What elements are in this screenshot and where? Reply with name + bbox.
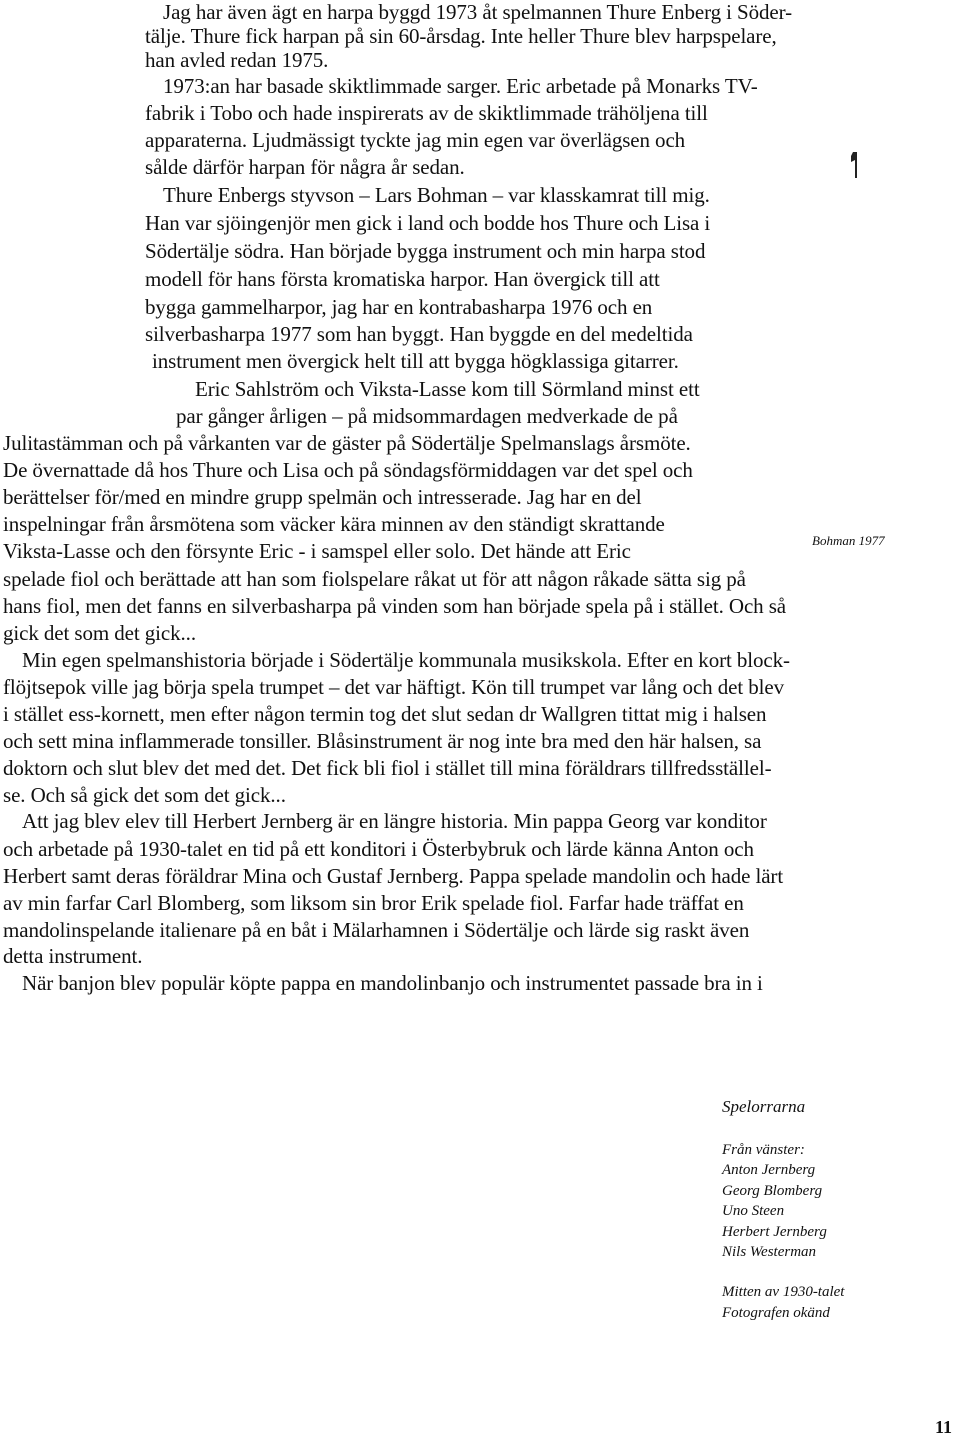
- body-line: instrument men övergick helt till att bygga högklassiga gitarrer.: [152, 349, 679, 373]
- body-line: tälje. Thure fick harpan på sin 60-årsdag. Inte heller Thure blev harpspelare,: [145, 24, 777, 48]
- body-line: 1973:an har basade skiktlimmade sarger. Eric arbetade på Monarks TV-: [163, 74, 758, 98]
- body-line: Att jag blev elev till Herbert Jernberg är en längre historia. Min pappa Georg var konditor: [22, 809, 767, 833]
- body-line: Min egen spelmanshistoria började i Södertälje kommunala musikskola. Efter en kort block-: [22, 648, 790, 672]
- body-line: modell för hans första kromatiska harpor. Han övergick till att: [145, 267, 660, 291]
- body-line: Eric Sahlström och Viksta-Lasse kom till Sörmland minst ett: [195, 377, 700, 401]
- photo-caption-footer: Fotografen okänd: [722, 1305, 830, 1321]
- photo-caption-line: Från vänster:: [722, 1142, 805, 1158]
- body-line: han avled redan 1975.: [145, 48, 329, 72]
- photo-caption-footer: Mitten av 1930-talet: [722, 1284, 845, 1300]
- body-line: doktorn och slut blev det med det. Det fick bli fiol i stället till mina föräldrars tillfredsställel-: [3, 756, 772, 780]
- photo-caption-line: Anton Jernberg: [722, 1162, 816, 1178]
- body-line: Jag har även ägt en harpa byggd 1973 åt spelmannen Thure Enberg i Söder-: [163, 0, 792, 24]
- body-line: Södertälje södra. Han började bygga instrument och min harpa stod: [145, 239, 706, 263]
- body-line: mandolinspelande italienare på en båt i Mälarhamnen i Södertälje och lärde sig raskt även: [3, 918, 750, 942]
- body-line: När banjon blev populär köpte pappa en mandolinbanjo och instrumentet passade bra in i: [22, 971, 763, 995]
- body-line: detta instrument.: [3, 944, 143, 968]
- margin-mark-icon: [850, 150, 860, 180]
- body-line: berättelser för/med en mindre grupp spelmän och intresserade. Jag har en del: [3, 485, 642, 509]
- photo-caption-line: Georg Blomberg: [722, 1183, 823, 1199]
- body-line: sålde därför harpan för några år sedan.: [145, 155, 465, 179]
- body-line: silverbasharpa 1977 som han byggt. Han byggde en del medeltida: [145, 322, 693, 346]
- body-line: fabrik i Tobo och hade inspirerats av de skiktlimmade trähöljena till: [145, 101, 708, 125]
- body-line: inspelningar från årsmötena som väcker kära minnen av den ständigt skrattande: [3, 512, 665, 536]
- body-line: par gånger årligen – på midsommardagen medverkade de på: [176, 404, 678, 428]
- body-line: gick det som det gick...: [3, 621, 196, 645]
- body-line: Herbert samt deras föräldrar Mina och Gustaf Jernberg. Pappa spelade mandolin och hade lärt: [3, 864, 784, 888]
- body-line: Han var sjöingenjör men gick i land och bodde hos Thure och Lisa i: [145, 211, 711, 235]
- body-line: se. Och så gick det som det gick...: [3, 783, 286, 807]
- body-line: apparaterna. Ljudmässigt tyckte jag min egen var överlägsen och: [145, 128, 686, 152]
- body-line: flöjtsepok ville jag börja spela trumpet – det var häftigt. Kön till trumpet var lång och det blev: [3, 675, 784, 699]
- photo-caption-title: Spelorrarna: [722, 1097, 806, 1116]
- body-line: Viksta-Lasse och den försynte Eric - i samspel eller solo. Det hände att Eric: [3, 539, 631, 563]
- body-line: och arbetade på 1930-talet en tid på ett konditori i Österbybruk och lärde känna Anton och: [3, 837, 754, 861]
- body-line: spelade fiol och berättade att han som fiolspelare råkat ut för att någon råkade sätta sig på: [3, 567, 746, 591]
- photo-caption-line: Nils Westerman: [722, 1244, 817, 1260]
- photo-caption-line: Herbert Jernberg: [722, 1224, 827, 1240]
- body-line: Julitastämman och på vårkanten var de gäster på Södertälje Spelmanslags årsmöte.: [3, 431, 691, 455]
- body-line: av min farfar Carl Blomberg, som liksom sin bror Erik spelade fiol. Farfar hade träffat en: [3, 891, 744, 915]
- body-line: De övernattade då hos Thure och Lisa och på söndagsförmiddagen var det spel och: [3, 458, 693, 482]
- body-line: och sett mina inflammerade tonsiller. Blåsinstrument är nog inte bra med den här halsen, sa: [3, 729, 762, 753]
- body-line: bygga gammelharpor, jag har en kontrabasharpa 1976 och en: [145, 295, 653, 319]
- side-photo-caption: Bohman 1977: [812, 533, 885, 548]
- photo-caption-line: Uno Steen: [722, 1203, 785, 1219]
- body-line: i stället ess-kornett, men efter någon termin tog det slut sedan dr Wallgren tittat mig i halsen: [3, 702, 767, 726]
- body-line: Thure Enbergs styvson – Lars Bohman – var klasskamrat till mig.: [163, 183, 710, 207]
- body-line: hans fiol, men det fanns en silverbasharpa på vinden som han började spela på i stället. Och så: [3, 594, 787, 618]
- page-number: 11: [934, 1417, 952, 1437]
